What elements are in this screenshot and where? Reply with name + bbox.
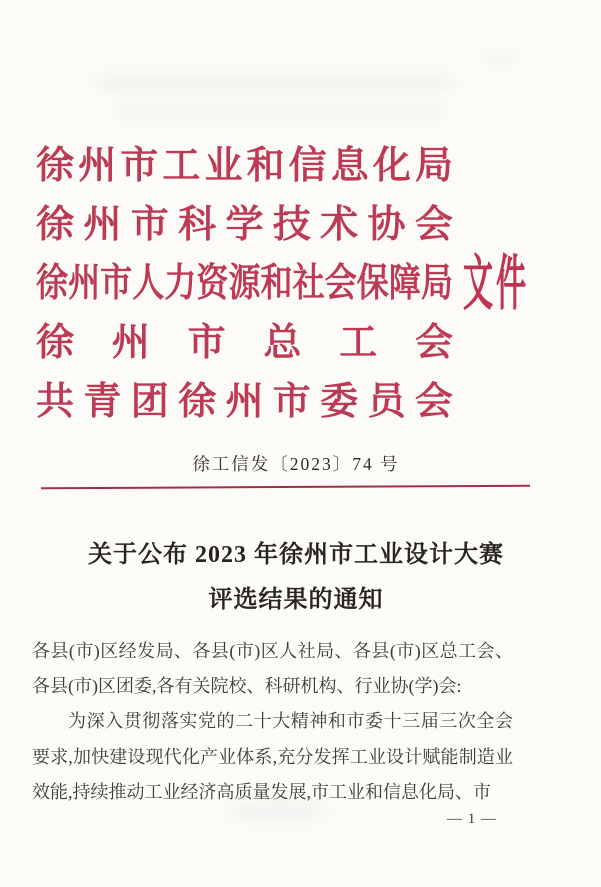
red-divider-line [41,485,530,490]
bleed-through-smudge [115,103,445,119]
bleed-through-smudge [95,74,455,92]
document-reference-number: 徐工信发〔2023〕74 号 [192,454,400,474]
org-line-5: 共 青 团 徐 州 市 委 员 会 [36,381,453,423]
org-line-3: 徐 州 市 人 力 资 源 和 社 会 保 障 局 [36,259,453,304]
bleed-through-smudge [480,52,520,62]
opening-paragraph: 为深入贯彻落实党的二十大精神和市委十三届三次全会要求,加快建设现代化产业体系,充分发挥工业设计赋能制造业效能,持续推动工业经济高质量发展,市工业和信息化局、市 [32,711,513,802]
recipients-line: 各县(市)区经发局、各县(市)区人社局、各县(市)区总工会、各县(市)区团委,各有关院校、科研机构、行业协(学)会: [32,641,513,697]
issuing-org-list [36,132,453,427]
title-line-1: 关于公布 2023 年徐州市工业设计大赛 [88,542,504,568]
document-body [32,634,513,810]
org-line-4: 徐 州 市 总 工 会 [36,322,453,364]
org-line-2: 徐 州 市 科 学 技 术 协 会 [36,204,453,246]
title-line-2: 评选结果的通知 [208,587,384,613]
page-number: — 1 — [447,811,497,827]
document-type-label: 文件 [463,252,529,318]
document-title [0,533,592,623]
org-line-1: 徐 州 市 工 业 和 信 息 化 局 [36,145,453,187]
